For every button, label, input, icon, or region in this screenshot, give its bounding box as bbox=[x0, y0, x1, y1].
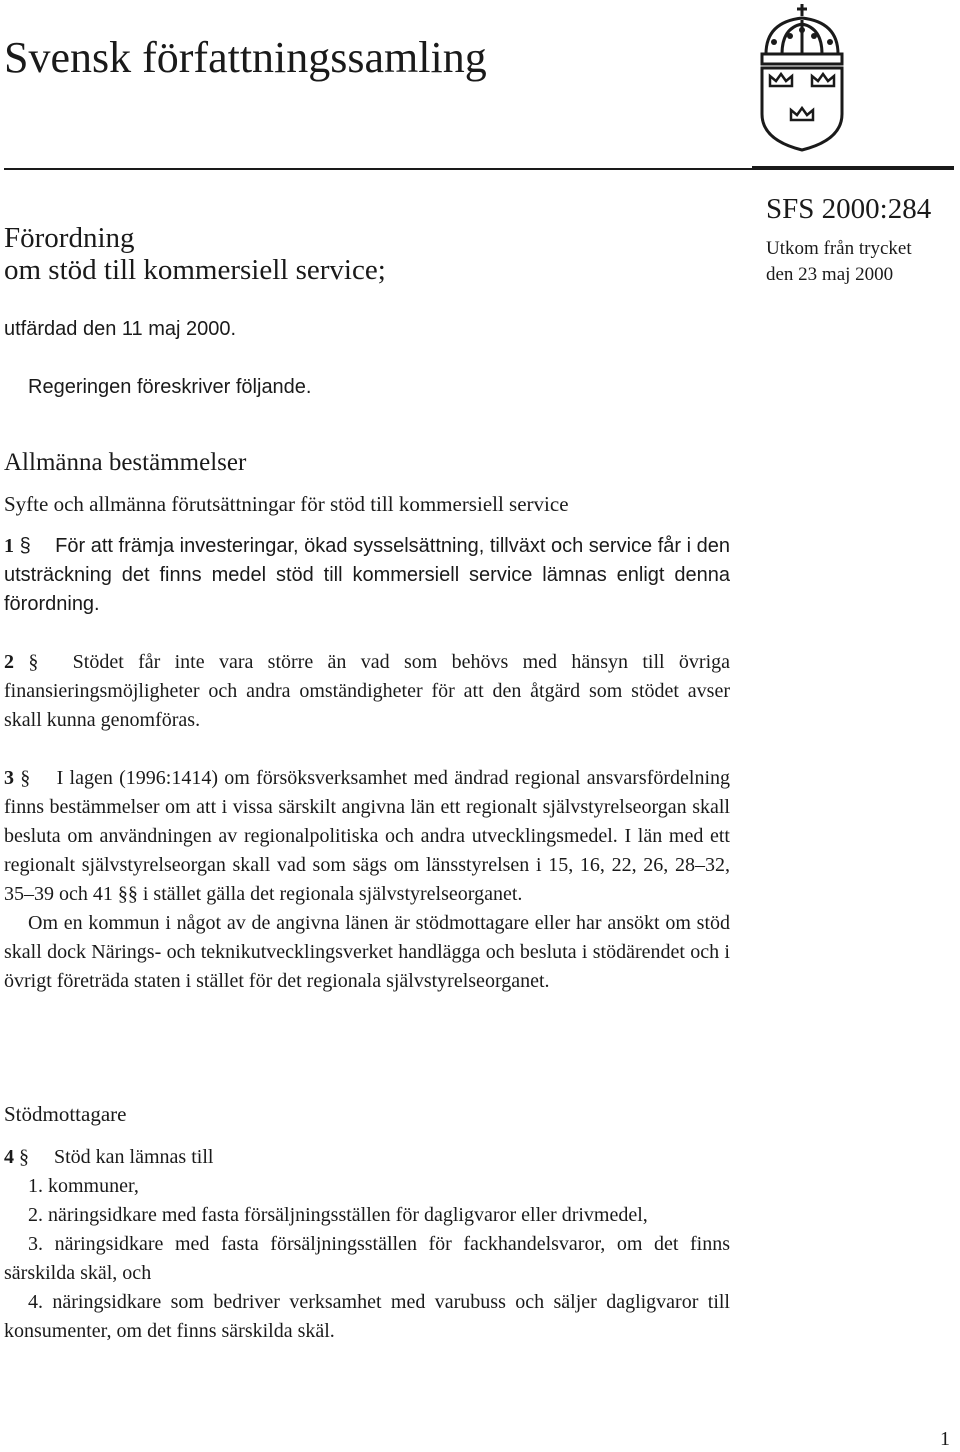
document-title bbox=[4, 222, 386, 286]
section-sign: § bbox=[20, 767, 31, 789]
paragraph-text-second: Om en kommun i något av de angivna länen är stödmottagare eller har ansökt om stöd skall dock Närings- och teknikutvecklingsverket handlägga och besluta i stödärendet och i övrigt företräda staten i stället för det regionala självstyrelseorganet. bbox=[4, 912, 730, 992]
paragraph-text: För att främja investeringar, ökad sysselsättning, tillväxt och service får i den utsträckning det finns medel stöd till kommersiell service lämnas enligt denna förordning. bbox=[4, 535, 730, 615]
paragraph-number: 1 bbox=[4, 535, 14, 557]
heading-purpose: Syfte och allmänna förutsättningar för stöd till kommersiell service bbox=[4, 492, 569, 516]
published-line1: Utkom från trycket bbox=[766, 238, 912, 259]
header-rule-thick bbox=[752, 166, 954, 170]
section-sign: § bbox=[28, 651, 39, 673]
publication-info bbox=[766, 236, 912, 288]
collection-title: Svensk författningssamling bbox=[4, 33, 487, 82]
paragraph-text: I lagen (1996:1414) om försöksverksamhet med ändrad regional ansvarsfördelning finns bestämmelser om att i vissa särskilt angivna län ett regionalt självstyrelseorgan skall besluta om användningen av regionalpolitiska och andra utvecklingsmedel. I län med ett regionalt självstyrelseorgan skall vad som sägs om länsstyrelsen i 15, 16, 22, 26, 28–32, 35–39 och 41 §§ i stället gälla det regionala självstyrelseorganet. bbox=[4, 767, 731, 905]
paragraph-1 bbox=[4, 532, 730, 619]
paragraph-text: Stöd kan lämnas till bbox=[54, 1146, 214, 1168]
paragraph-2 bbox=[4, 648, 730, 735]
list-item: 4. näringsidkare som bedriver verksamhet med varubuss och säljer dagligvaror till konsumenter, om det finns särskilda skäl. bbox=[4, 1291, 730, 1342]
page-number: 1 bbox=[940, 1428, 950, 1450]
heading-general-provisions: Allmänna bestämmelser bbox=[4, 449, 247, 476]
paragraph-3 bbox=[4, 764, 730, 996]
paragraph-4 bbox=[4, 1143, 730, 1346]
section-sign: § bbox=[19, 1146, 29, 1168]
published-line2: den 23 maj 2000 bbox=[766, 264, 894, 285]
paragraph-number: 2 bbox=[4, 651, 14, 673]
paragraph-number: 4 bbox=[4, 1146, 14, 1168]
paragraph-text: Stödet får inte vara större än vad som behövs med hänsyn till övriga finansieringsmöjligheter och andra omständigheter för att den åtgärd som stödet avser skall kunna genomföras. bbox=[4, 651, 731, 731]
sfs-number: SFS 2000:284 bbox=[766, 193, 932, 225]
lead-sentence: Regeringen föreskriver följande. bbox=[28, 376, 312, 398]
issued-date: utfärdad den 11 maj 2000. bbox=[4, 318, 237, 340]
section-sign: § bbox=[19, 535, 31, 557]
document-title-line2: om stöd till kommersiell service; bbox=[4, 254, 386, 286]
heading-recipients: Stödmottagare bbox=[4, 1102, 127, 1126]
list-item: 1. kommuner, bbox=[28, 1175, 139, 1197]
paragraph-number: 3 bbox=[4, 767, 14, 789]
list-item: 2. näringsidkare med fasta försäljningsställen för dagligvaror eller drivmedel, bbox=[28, 1204, 648, 1226]
document-title-line1: Förordning bbox=[4, 222, 135, 254]
list-item: 3. näringsidkare med fasta försäljningsställen för fackhandelsvaror, om det finns särskilda skäl, och bbox=[4, 1233, 730, 1284]
swedish-crest-logo bbox=[752, 2, 852, 152]
